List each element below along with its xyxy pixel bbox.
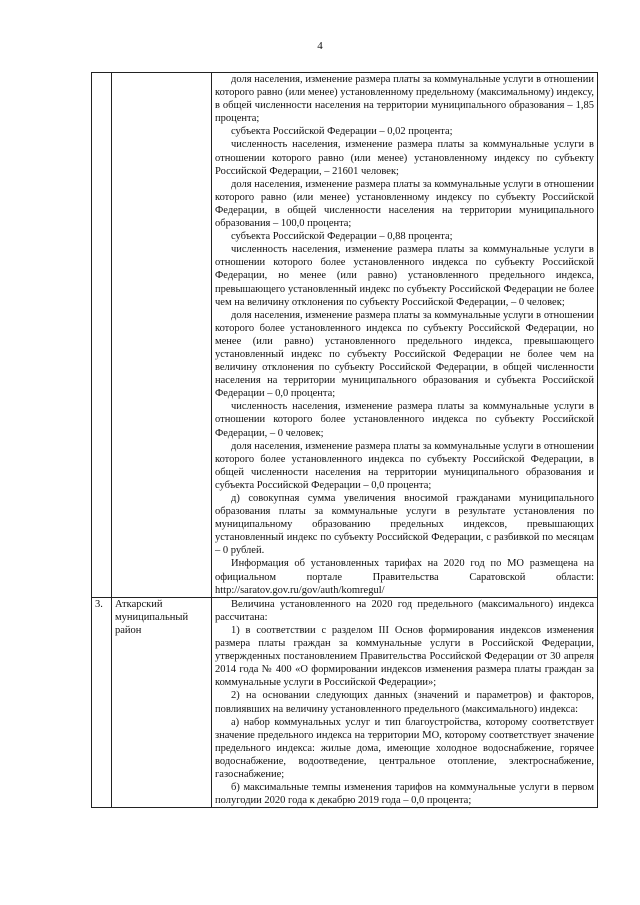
paragraph: субъекта Российской Федерации – 0,02 процента; xyxy=(231,126,453,138)
paragraph: численность населения, изменение размера платы за коммунальные услуги в отношении которого более установленного индекса по субъекту Российской Федерации, но менее (или равно) установленного предельного индекса, превышающего установленный индекс по субъекту Российской Федерации не более чем на величину отклонения по субъекту Российской Федерации, – 0 человек; xyxy=(215,244,594,308)
district-cell: Аткарский муниципальный район xyxy=(112,597,212,808)
row-number-cell: 3. xyxy=(92,597,112,808)
paragraph: численность населения, изменение размера платы за коммунальные услуги в отношении которого более установленного индекса по субъекту Российской Федерации, – 0 человек; xyxy=(215,401,594,439)
table-row-3 xyxy=(92,597,598,808)
table-row-continued xyxy=(92,73,598,598)
document-table xyxy=(91,72,598,808)
district-cell xyxy=(112,73,212,598)
paragraph: доля населения, изменение размера платы за коммунальные услуги в отношении которого равно (или менее) установленному индексу по субъекту Российской Федерации, в общей численности населения на территории муниципального образования – 100,0 процентa; xyxy=(215,178,594,230)
paragraph: а) набор коммунальных услуг и тип благоустройства, которому соответствует значение предельного индекса на территории МО, которому соответствует значение предельного индекса: жилые дома, имеющие холодное водоснабжение, горячее водоснабжение, водоотведение, центральное отопление, электроснабжение, газоснабжение; xyxy=(215,716,594,780)
paragraph: д) совокупная сумма увеличения вносимой гражданами муниципального образования платы за коммунальные услуги в результате установления по муниципальному образованию предельных индексов, превышающих установленный индекс по субъекту Российской Федерации, с разбивкой по месяцам – 0 рублей. xyxy=(215,493,594,557)
description-cell xyxy=(212,73,598,598)
page-number: 4 xyxy=(317,40,323,52)
paragraph: доля населения, изменение размера платы за коммунальные услуги в отношении которого более установленного индекса по субъекту Российской Федерации, но менее (или равно) установленного предельного индекса, превышающего установленный индекс по субъекту Российской Федерации не более чем на величину отклонения по субъекту Российской Федерации, в общей численности населения на территории муниципального образования и субъекта Российской Федерации – 0,0 процента; xyxy=(215,309,594,400)
paragraph: доля населения, изменение размера платы за коммунальные услуги в отношении которого более установленного индекса по субъекту Российской Федерации, в общей численности населения на территории муниципального образования и субъекта Российской Федерации – 0,0 процента; xyxy=(215,440,594,491)
paragraph: 2) на основании следующих данных (значений и параметров) и факторов, повлиявших на величину установленного предельного (максимального) индекса: xyxy=(215,690,594,715)
paragraph: численность населения, изменение размера платы за коммунальные услуги в отношении которого равно (или менее) установленному индексу по субъекту Российской Федерации, – 21601 человек; xyxy=(215,139,594,177)
paragraph: доля населения, изменение размера платы за коммунальные услуги в отношении которого равно (или менее) установленному предельному (максимальному) индексу, в общей численности населения на территории муниципального образования – 1,85 процента; xyxy=(215,74,594,125)
paragraph: 1) в соответствии с разделом III Основ формирования индексов изменения размера платы граждан за коммунальные услуги в Российской Федерации, утвержденных постановлением Правительства Российской Федерации от 30 апреля 2014 года № 400 «О формировании индексов изменения размера платы граждан за коммунальные услуги в Российской Федерации»; xyxy=(215,624,594,689)
paragraph: субъекта Российской Федерации – 0,88 процента; xyxy=(231,231,453,243)
paragraph: Величина установленного на 2020 год предельного (максимального) индекса рассчитана: xyxy=(215,598,594,623)
row-number-cell xyxy=(92,73,112,598)
paragraph: б) максимальные темпы изменения тарифов на коммунальные услуги в первом полугодии 2020 года к декабрю 2019 года – 0,0 процента; xyxy=(215,782,594,807)
description-cell xyxy=(212,597,598,808)
paragraph: Информация об установленных тарифах на 2020 год по МО размещена на официальном портале Правительства Саратовской области: http://saratov.gov.ru/gov/auth/komregul/ xyxy=(215,558,594,596)
